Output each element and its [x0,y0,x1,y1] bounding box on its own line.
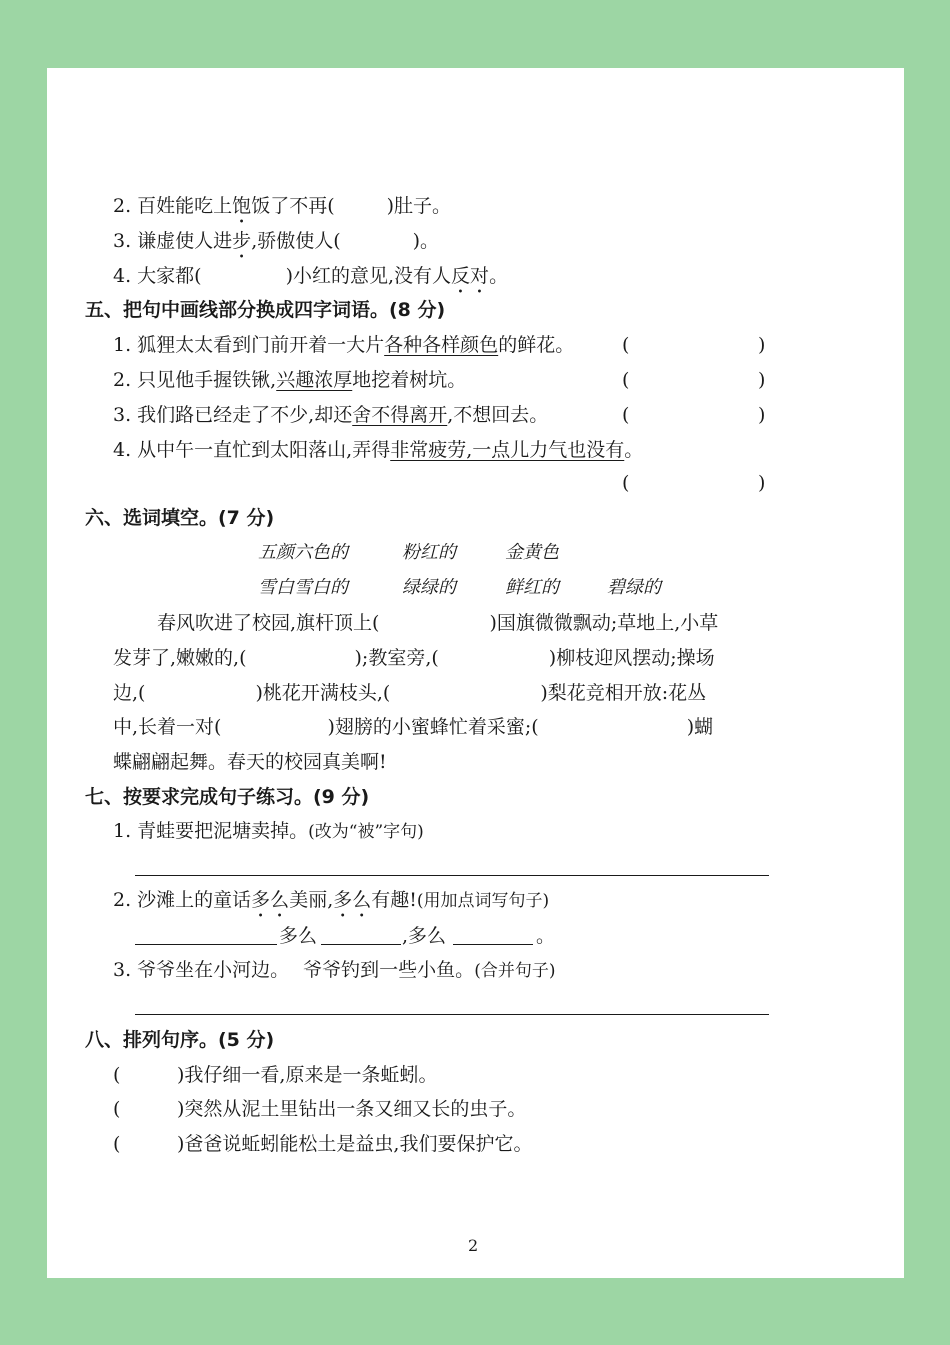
sec5-q3-answer-close: ) [758,404,766,426]
sec5-question-3: 3. 我们路已经走了不少,却还舍不得离开,不想回去。 [113,404,549,426]
sec4-question-4: 4. 大家都( )小红的意见,没有人反对。 [113,265,509,287]
sec5-q4-answer-open[interactable]: ( [622,472,630,494]
sec7-question-3: 3. 爷爷坐在小河边。 爷爷钓到一些小鱼。(合并句子) [113,959,556,981]
word-option: 碧绿的 [607,577,661,598]
sec5-question-1: 1. 狐狸太太看到门前开着一大片各种各样颜色的鲜花。 [113,334,575,356]
passage-line-2: 发芽了,嫩嫩的,( );教室旁,( )柳枝迎风摆动;操场 [113,647,715,669]
sec5-question-2: 2. 只见他手握铁锹,兴趣浓厚地挖着树坑。 [113,369,467,391]
sec4-question-2: 2. 百姓能吃上饱饭了不再( )肚子。 [113,195,452,217]
order-box-open[interactable]: ( [113,1098,121,1120]
order-box-open[interactable]: ( [113,1133,121,1155]
sec5-q1-answer-close: ) [758,334,766,356]
sec7-question-1: 1. 青蛙要把泥塘卖掉。(改为“被”字句) [113,820,424,842]
answer-blank[interactable] [321,944,401,945]
passage-line-1: 春风吹进了校园,旗杆顶上( )国旗微微飘动;草地上,小草 [157,612,719,634]
order-sentence: )爸爸说蚯蚓能松土是益虫,我们要保护它。 [177,1133,533,1155]
word-option: 金黄色 [505,542,559,563]
sec4-question-3: 3. 谦虚使人进步,骄傲使人( )。 [113,230,440,252]
section-7-title: 七、按要求完成句子练习。(9 分) [85,786,370,808]
section-8-title: 八、排列句序。(5 分) [85,1029,275,1051]
word-option: 五颜六色的 [258,542,348,563]
section-6-title: 六、选词填空。(7 分) [85,507,275,529]
order-box-open[interactable]: ( [113,1064,121,1086]
passage-line-4: 中,长着一对( )翅膀的小蜜蜂忙着采蜜;( )蝴 [113,716,714,738]
sec5-question-4: 4. 从中午一直忙到太阳落山,弄得非常疲劳,一点儿力气也没有。 [113,439,644,461]
passage-line-5: 蝶翩翩起舞。春天的校园真美啊! [113,751,387,773]
sec5-q2-answer-open[interactable]: ( [622,369,630,391]
answer-line[interactable] [135,875,769,876]
word-option: 粉红的 [402,542,456,563]
fill-word: 多么 [279,925,318,947]
sec5-q2-answer-close: ) [758,369,766,391]
passage-line-3: 边,( )桃花开满枝头,( )梨花竞相开放:花丛 [113,682,707,704]
order-sentence: )突然从泥土里钻出一条又细又长的虫子。 [177,1098,527,1120]
word-option: 雪白雪白的 [258,577,348,598]
sec5-q4-answer-close: ) [758,472,766,494]
answer-blank[interactable] [135,944,277,945]
order-sentence: )我仔细一看,原来是一条蚯蚓。 [177,1064,438,1086]
sec7-question-2: 2. 沙滩上的童话多么美丽,多么有趣!(用加点词写句子) [113,889,550,911]
fill-word: ,多么 [402,925,447,947]
section-5-title: 五、把句中画线部分换成四字词语。(8 分) [85,299,446,321]
fill-punct: 。 [536,925,556,947]
word-option: 绿绿的 [402,577,456,598]
sec5-q1-answer-open[interactable]: ( [622,334,630,356]
sec5-q3-answer-open[interactable]: ( [622,404,630,426]
word-option: 鲜红的 [505,577,559,598]
answer-blank[interactable] [453,944,533,945]
answer-line[interactable] [135,1014,769,1015]
page-number: 2 [468,1236,479,1255]
